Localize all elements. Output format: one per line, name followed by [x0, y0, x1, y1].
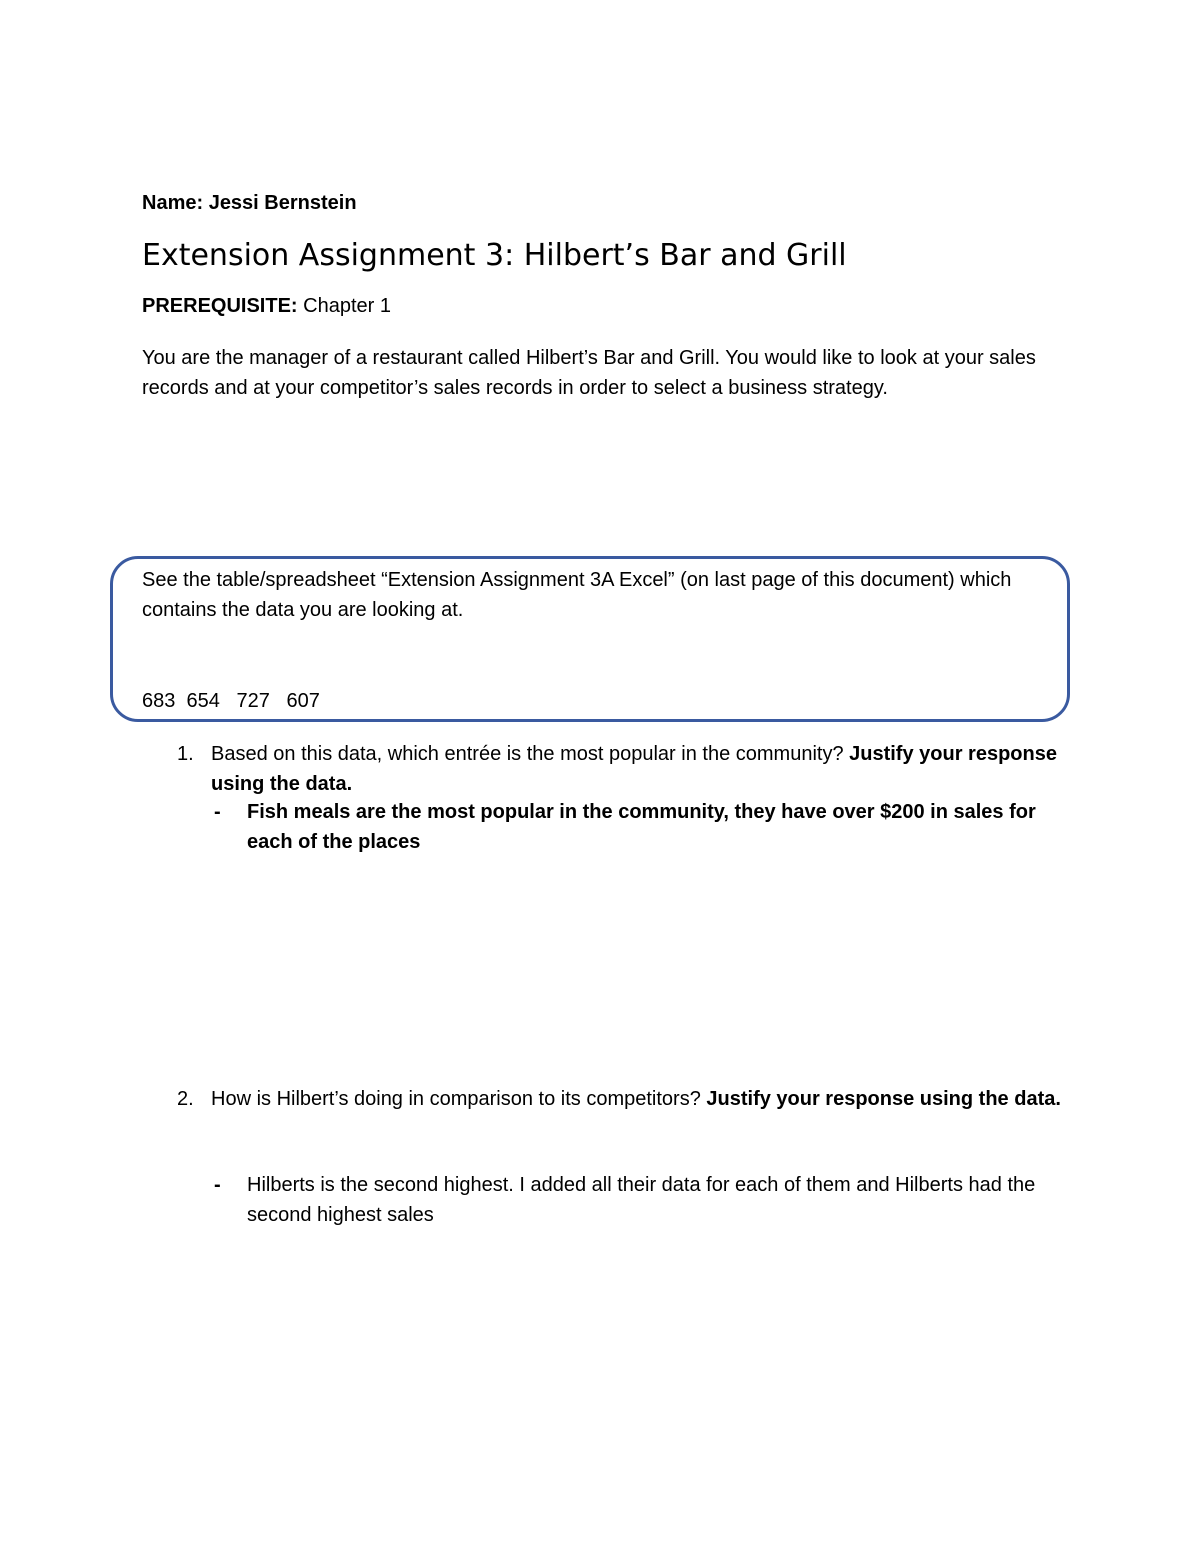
assignment-title: Extension Assignment 3: Hilbert’s Bar and Grill — [142, 238, 847, 273]
question-2-text — [211, 1084, 1071, 1114]
intro-paragraph: You are the manager of a restaurant called Hilbert’s Bar and Grill. You would like to look at your sales records and at your competitor’s sales records in order to select a business strategy. — [142, 347, 1036, 399]
question-2-emphasis: Justify your response using the data. — [706, 1088, 1061, 1110]
question-1-answer-bullet: - — [214, 801, 221, 823]
student-name: Name: Jessi Bernstein — [142, 192, 357, 214]
prerequisite-line — [142, 295, 391, 318]
question-1-emphasis: Justify your response using the data. — [211, 743, 1057, 795]
callout-text: See the table/spreadsheet “Extension Assignment 3A Excel” (on last page of this document) which contains the data you are looking at. — [142, 569, 1012, 621]
question-1-answer: Fish meals are the most popular in the community, they have over $200 in sales for each of the places — [247, 801, 1036, 853]
question-2-answer: Hilberts is the second highest. I added all their data for each of them and Hilberts had the second highest sales — [247, 1174, 1036, 1226]
question-1-prompt: Based on this data, which entrée is the most popular in the community? — [211, 743, 850, 765]
question-2-answer-bullet: - — [214, 1174, 221, 1196]
question-1-text — [211, 739, 1071, 799]
question-2-number: 2. — [177, 1088, 194, 1110]
question-2-prompt: How is Hilbert’s doing in comparison to its competitors? — [211, 1088, 707, 1110]
prerequisite-label: PREREQUISITE: — [142, 295, 298, 317]
question-1-number: 1. — [177, 743, 194, 765]
prerequisite-value: Chapter 1 — [297, 295, 391, 317]
callout-numbers: 683 654 727 607 — [142, 690, 320, 712]
